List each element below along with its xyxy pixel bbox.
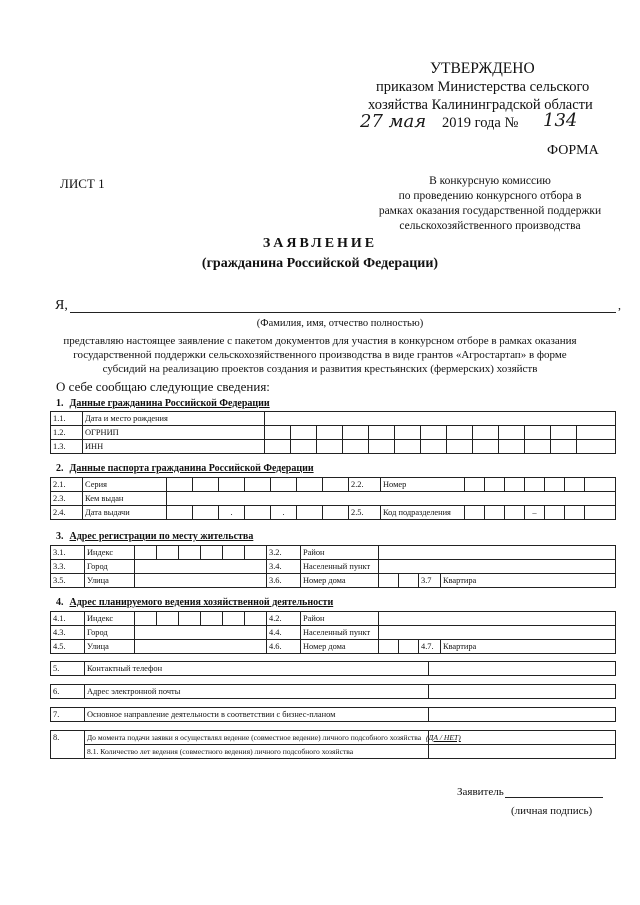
table-row [51,640,616,654]
city-field[interactable] [135,560,267,574]
row-number: 7. [51,708,85,722]
row-number: 4.6. [267,640,301,654]
lph-years-field[interactable] [429,745,616,759]
birth-date-place-field[interactable] [265,412,616,426]
row-number: 4.5. [51,640,85,654]
row-number: 4.1. [51,612,85,626]
row-number: 1.3. [51,440,83,454]
city-label: Город [85,560,135,574]
section-4-table [50,611,616,654]
ogrnip-cell[interactable] [499,426,525,440]
index-label: Индекс [85,612,135,626]
city-field[interactable] [135,626,267,640]
row-number: 1.2. [51,426,83,440]
addressee-line-2: по проведению конкурсного отбора в [398,190,582,202]
email-label: Адрес электронной почты [85,685,429,699]
series-cell[interactable] [167,478,193,492]
inn-cell[interactable] [499,440,525,454]
addressee-line-3: рамках оказания государственной поддержки [378,205,602,217]
inn-cell[interactable] [343,440,369,454]
index-cell[interactable] [157,612,179,626]
applicant-label: Заявитель [457,786,504,798]
city-label: Город [85,626,135,640]
series-cell[interactable] [297,478,323,492]
ogrnip-cell[interactable] [577,426,616,440]
row-number: 3.7 [419,574,441,588]
phone-field[interactable] [429,662,616,676]
number-cell[interactable] [585,478,616,492]
dept-code-cell[interactable] [505,506,525,520]
section-1-table [50,411,616,454]
number-cell[interactable] [485,478,505,492]
table-row [51,546,616,560]
row-label: ОГРНИП [83,426,265,440]
dept-code-separator: – [525,506,545,520]
dept-code-cell[interactable] [545,506,565,520]
number-cell[interactable] [505,478,525,492]
row-number: 3.2. [267,546,301,560]
row-number: 5. [51,662,85,676]
intro-line-2: государственной поддержки сельскохозяйственного производства в виде грантов «Агростартап» в форме [73,349,567,361]
addressee [370,174,610,234]
section-2-number: 2. [56,463,64,474]
inn-cell[interactable] [317,440,343,454]
dept-code-cell[interactable] [585,506,616,520]
house-label: Номер дома [301,640,379,654]
street-label: Улица [85,574,135,588]
approval-number-handwritten: 134 [543,110,578,131]
i-label: Я, [55,298,68,313]
date-cell[interactable] [193,506,219,520]
flat-label: Квартира [441,640,616,654]
row-number: 2.3. [51,492,83,506]
date-cell[interactable] [323,506,349,520]
inn-cell[interactable] [525,440,551,454]
about-label: О себе сообщаю следующие сведения: [56,379,270,394]
document-title: ЗАЯВЛЕНИЕ [262,236,378,251]
index-cell[interactable] [179,612,201,626]
house-cell[interactable] [399,640,419,654]
table-row [51,506,616,520]
sheet-label: ЛИСТ 1 [60,176,105,191]
series-cell[interactable] [271,478,297,492]
number-cell[interactable] [465,478,485,492]
index-cell[interactable] [135,546,157,560]
table-row [51,492,616,506]
house-label: Номер дома [301,574,379,588]
ogrnip-cell[interactable] [447,426,473,440]
row-number: 4.4. [267,626,301,640]
flat-label: Квартира [441,574,616,588]
number-cell[interactable] [565,478,585,492]
row-number: 3.5. [51,574,85,588]
ogrnip-cell[interactable] [369,426,395,440]
section-4-title: Адрес планируемого ведения хозяйственной деятельности [69,597,334,608]
table-row [51,731,616,745]
ogrnip-cell[interactable] [421,426,447,440]
row-number: 3.4. [267,560,301,574]
series-cell[interactable] [323,478,349,492]
intro-line-3: субсидий на реализацию проектов создания и развития крестьянских (фермерских) хозяйств [102,363,538,375]
table-row [51,412,616,426]
house-cell[interactable] [379,574,399,588]
fio-hint: (Фамилия, имя, отчество полностью) [256,318,424,329]
date-cell[interactable] [245,506,271,520]
row-label: Дата и место рождения [83,412,265,426]
section-4-header [56,597,333,608]
inn-cell[interactable] [369,440,395,454]
form-label: ФОРМА [547,143,599,158]
row-number: 3.1. [51,546,85,560]
ogrnip-cell[interactable] [317,426,343,440]
index-cell[interactable] [201,612,223,626]
row-number: 3.3. [51,560,85,574]
approval-line-1: приказом Министерства сельского [376,79,590,95]
approval-line-2: хозяйства Калининградской области [368,97,593,113]
section-1-title: Данные гражданина Российской Федерации [69,398,270,409]
series-label: Серия [83,478,167,492]
document-subtitle: (гражданина Российской Федерации) [201,256,439,271]
ogrnip-cell[interactable] [551,426,577,440]
dept-code-cell[interactable] [485,506,505,520]
row-number: 2.5. [349,506,381,520]
intro-line-1: представляю настоящее заявление с пакетом документов для участия в конкурсном отборе в рамках оказания [63,335,577,347]
date-separator: . [219,506,245,520]
phone-label: Контактный телефон [85,662,429,676]
date-cell[interactable] [167,506,193,520]
ogrnip-cell[interactable] [265,426,291,440]
date-separator: . [271,506,297,520]
date-cell[interactable] [297,506,323,520]
row-number: 3.6. [267,574,301,588]
fio-line[interactable] [70,312,616,313]
addressee-line-4: сельскохозяйственного производства [399,220,581,232]
house-cell[interactable] [379,640,399,654]
table-row [51,708,616,722]
ogrnip-cell[interactable] [343,426,369,440]
inn-cell[interactable] [395,440,421,454]
section-6-table [50,684,616,699]
index-cell[interactable] [245,546,267,560]
table-row [51,426,616,440]
issued-by-label: Кем выдан [83,492,167,506]
district-label: Район [301,612,379,626]
signature-hint: (личная подпись) [511,805,593,817]
house-cell[interactable] [399,574,419,588]
index-cell[interactable] [245,612,267,626]
ogrnip-cell[interactable] [473,426,499,440]
issue-date-label: Дата выдачи [83,506,167,520]
section-8-table [50,730,616,759]
index-cell[interactable] [201,546,223,560]
street-label: Улица [85,640,135,654]
issued-by-field[interactable] [167,492,616,506]
lph-question [85,731,461,745]
row-label: ИНН [83,440,265,454]
section-3-number: 3. [56,531,64,542]
number-label: Номер [381,478,465,492]
lph-question-text: До момента подачи заявки я осуществлял ведение (совместное ведение) личного подсобного хозяйства [87,733,422,742]
inn-cell[interactable] [291,440,317,454]
section-3-header [56,531,253,542]
section-2-header [56,463,314,474]
inn-cell[interactable] [421,440,447,454]
section-3-title: Адрес регистрации по месту жительства [69,531,254,542]
index-cell[interactable] [223,546,245,560]
email-field[interactable] [429,685,616,699]
lph-yes-no: (ДА / НЕТ) [426,733,461,742]
table-row [51,440,616,454]
table-row [51,685,616,699]
index-cell[interactable] [157,546,179,560]
series-cell[interactable] [245,478,271,492]
locality-label: Населенный пункт [301,626,379,640]
locality-field[interactable] [379,626,616,640]
section-2-table [50,477,616,520]
activity-field[interactable] [429,708,616,722]
section-1-number: 1. [56,398,64,409]
lph-years-label: 8.1. Количество лет ведения (совместного ведения) личного подсобного хозяйства [85,745,429,759]
addressee-line-1: В конкурсную комиссию [429,175,551,187]
locality-label: Населенный пункт [301,560,379,574]
row-number: 4.3. [51,626,85,640]
row-number: 6. [51,685,85,699]
table-row [51,745,616,759]
approval-title: УТВЕРЖДЕНО [430,60,535,77]
row-number: 2.1. [51,478,83,492]
dept-code-label: Код подразделения [381,506,465,520]
district-field[interactable] [379,612,616,626]
table-row [51,574,616,588]
row-number: 2.2. [349,478,381,492]
district-label: Район [301,546,379,560]
intro-paragraph [30,334,610,376]
inn-cell[interactable] [551,440,577,454]
table-row [51,626,616,640]
approval-year: 2019 года № [442,115,519,131]
section-5-table [50,661,616,676]
row-number: 2.4. [51,506,83,520]
inn-cell[interactable] [265,440,291,454]
section-3-table [50,545,616,588]
inn-cell[interactable] [447,440,473,454]
index-cell[interactable] [135,612,157,626]
row-number: 4.7. [419,640,441,654]
locality-field[interactable] [379,560,616,574]
signature-line[interactable] [505,797,603,798]
ogrnip-cell[interactable] [395,426,421,440]
index-label: Индекс [85,546,135,560]
section-2-title: Данные паспорта гражданина Российской Федерации [69,463,314,474]
series-cell[interactable] [219,478,245,492]
number-cell[interactable] [545,478,565,492]
section-4-number: 4. [56,597,64,608]
series-cell[interactable] [193,478,219,492]
row-number: 1.1. [51,412,83,426]
approval-date-handwritten: 27 мая [360,111,427,132]
table-row [51,560,616,574]
dept-code-cell[interactable] [565,506,585,520]
table-row [51,612,616,626]
inn-cell[interactable] [473,440,499,454]
ogrnip-cell[interactable] [291,426,317,440]
dept-code-cell[interactable] [465,506,485,520]
section-1-header [56,398,270,409]
index-cell[interactable] [223,612,245,626]
street-field[interactable] [135,574,267,588]
table-row [51,478,616,492]
inn-cell[interactable] [577,440,616,454]
section-7-table [50,707,616,722]
fio-comma: , [618,298,621,312]
row-number: 4.2. [267,612,301,626]
table-row [51,662,616,676]
number-cell[interactable] [525,478,545,492]
district-field[interactable] [379,546,616,560]
index-cell[interactable] [179,546,201,560]
row-number: 8. [51,731,85,759]
activity-label: Основное направление деятельности в соответствии с бизнес-планом [85,708,429,722]
ogrnip-cell[interactable] [525,426,551,440]
street-field[interactable] [135,640,267,654]
